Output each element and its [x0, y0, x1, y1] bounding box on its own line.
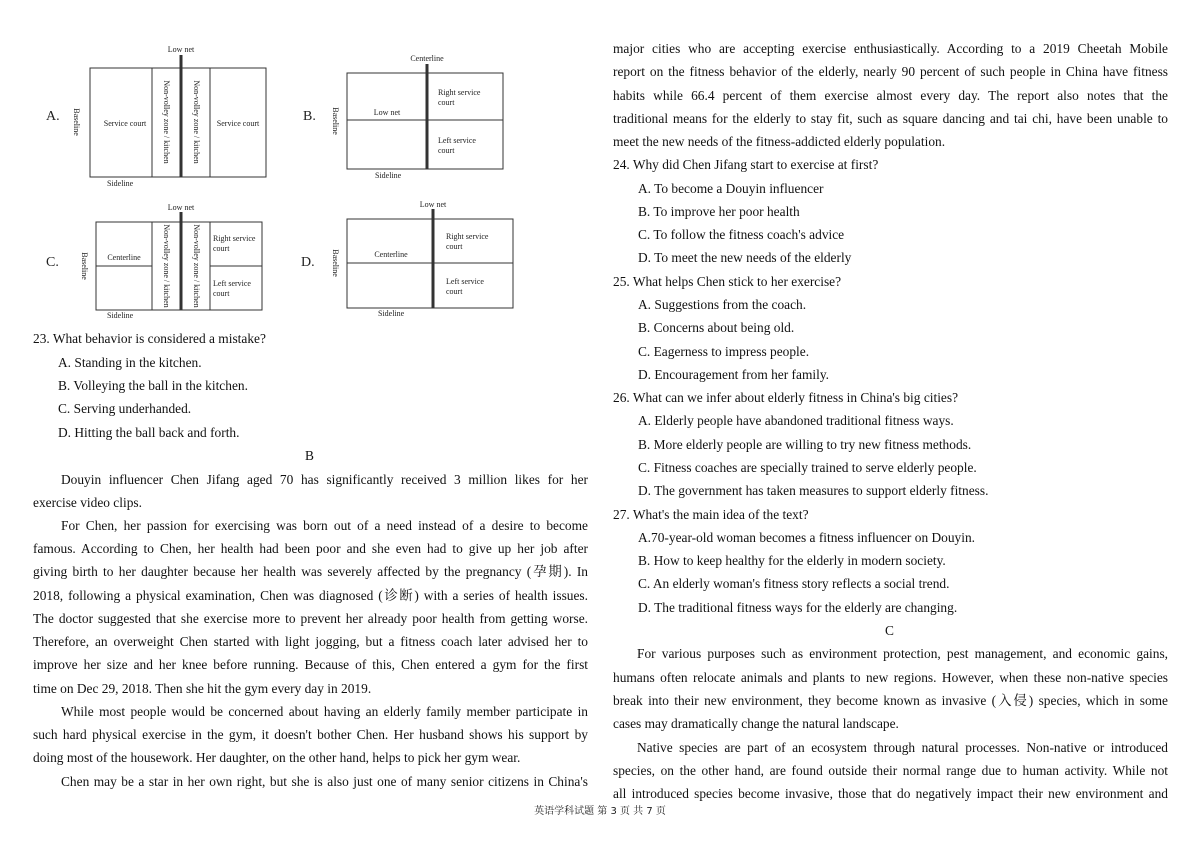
service-court-label: court [213, 244, 230, 253]
option-23-c: C. Serving underhanded. [58, 401, 192, 416]
centerline-label: Centerline [107, 253, 141, 262]
paragraph-line: time on Dec 29, 2018. Then she hit the gym every day in 2019. [33, 681, 372, 696]
paragraph-line: break into their new environment, they become known as invasive (入侵) species, which in some [613, 693, 1168, 708]
question-25: 25. What helps Chen stick to her exercise? [613, 274, 842, 289]
service-court-label: Right service [213, 234, 256, 243]
option-23-d: D. Hitting the ball back and forth. [58, 425, 240, 440]
kitchen-label: Non-volley zone / kitchen [162, 224, 171, 308]
baseline-label: Baseline [331, 249, 340, 277]
centerline-label: Centerline [374, 250, 408, 259]
option-26-b: B. More elderly people are willing to try new fitness methods. [638, 437, 972, 452]
service-court-label: Service court [216, 119, 260, 128]
sideline-label: Sideline [378, 309, 405, 318]
paragraph-line: doing most of the housework. Her daughter, on the other hand, helps to pick her gym wear. [33, 750, 521, 765]
section-heading-c: C [885, 623, 894, 638]
paragraph-line: Therefore, an overweight Chen started with light jogging, but a fitness coach later advised her to [33, 634, 588, 649]
page-footer: 英语学科试题 第 3 页 共 7 页 [534, 806, 666, 817]
diagram-letter-c: C. [46, 255, 59, 270]
service-court-label: Right service [446, 232, 489, 241]
question-26: 26. What can we infer about elderly fitness in China's big cities? [613, 390, 959, 405]
service-court-label: court [438, 146, 455, 155]
option-25-d: D. Encouragement from her family. [638, 367, 829, 382]
question-24: 24. Why did Chen Jifang start to exercise at first? [613, 157, 879, 172]
paragraph-line: habits while 66.4 percent of them exercise almost every day. The report also notes that the [613, 88, 1168, 103]
paragraph-line: The doctor suggested that she exercise more to prevent her already poor health from getting worse. [33, 611, 588, 626]
service-court-label: Left service [213, 279, 251, 288]
question-27: 27. What's the main idea of the text? [613, 507, 809, 522]
paragraph-line: humans often relocate animals and plants to new regions. However, when these non-native species [613, 670, 1168, 685]
paragraph-line: cases may dramatically change the natural landscape. [613, 716, 899, 731]
net-label: Low net [167, 45, 195, 54]
option-24-c: C. To follow the fitness coach's advice [638, 227, 845, 242]
diagram-letter-a: A. [46, 109, 60, 124]
option-24-a: A. To become a Douyin influencer [638, 181, 824, 196]
paragraph-line: For various purposes such as environment protection, pest management, and economic gains, [637, 646, 1168, 661]
service-court-label: Service court [103, 119, 147, 128]
paragraph-line: species, on the other hand, are found outside their normal range due to human activity. While not [613, 763, 1168, 778]
option-24-d: D. To meet the new needs of the elderly [638, 250, 852, 265]
net-label: Low net [373, 108, 401, 117]
question-23: 23. What behavior is considered a mistake? [33, 331, 266, 346]
section-heading-b: B [305, 448, 314, 463]
paragraph-line: giving birth to her daughter because her health was severely affected by the pregnancy (孕期). In [33, 564, 588, 579]
paragraph-line: traditional means for the elderly to stay fit, such as square dancing and tai chi, have been unable to [613, 111, 1168, 126]
service-court-label: court [438, 98, 455, 107]
option-23-a: A. Standing in the kitchen. [58, 355, 202, 370]
paragraph-line: 2018, following a physical examination, Chen was diagnosed (诊断) with a series of health issues. [33, 588, 588, 603]
baseline-label: Baseline [72, 108, 81, 136]
option-26-a: A. Elderly people have abandoned traditional fitness ways. [638, 413, 954, 428]
service-court-label: court [446, 287, 463, 296]
centerline-label: Centerline [410, 54, 444, 63]
paragraph-line: all introduced species become invasive, those that do negatively impact their new environment and [613, 786, 1168, 801]
option-27-a: A.70-year-old woman becomes a fitness influencer on Douyin. [638, 530, 976, 545]
kitchen-label: Non-volley zone / kitchen [192, 224, 201, 308]
paragraph-line: Douyin influencer Chen Jifang aged 70 has significantly received 3 million likes for her [61, 472, 588, 487]
paragraph-line: For Chen, her passion for exercising was born out of a need instead of a desire to become [61, 518, 588, 533]
option-24-b: B. To improve her poor health [638, 204, 800, 219]
paragraph-line: improve her size and her knee before running. Because of this, Chen entered a gym for the first [33, 657, 588, 672]
sideline-label: Sideline [107, 311, 134, 320]
net-label: Low net [167, 203, 195, 212]
option-25-b: B. Concerns about being old. [638, 320, 795, 335]
paragraph-line: report on the fitness behavior of the elderly, nearly 90 percent of such people in China have fitness [613, 64, 1168, 79]
option-26-c: C. Fitness coaches are specially trained to serve elderly people. [638, 460, 977, 475]
paragraph-line: Native species are part of an ecosystem through natural processes. Non-native or introduced [637, 740, 1168, 755]
service-court-label: Right service [438, 88, 481, 97]
sideline-label: Sideline [375, 171, 402, 180]
option-27-d: D. The traditional fitness ways for the elderly are changing. [638, 600, 958, 615]
option-27-c: C. An elderly woman's fitness story reflects a social trend. [638, 576, 950, 591]
service-court-label: court [446, 242, 463, 251]
kitchen-label: Non-volley zone / kitchen [192, 80, 201, 164]
service-court-label: court [213, 289, 230, 298]
paragraph-line: meet the new needs of the fitness-addicted elderly population. [613, 134, 946, 149]
court-diagrams [0, 0, 600, 330]
option-27-b: B. How to keep healthy for the elderly in modern society. [638, 553, 946, 568]
option-23-b: B. Volleying the ball in the kitchen. [58, 378, 248, 393]
option-25-a: A. Suggestions from the coach. [638, 297, 807, 312]
paragraph-line: such hard physical exercise in the gym, it doesn't bother Chen. Her husband shows his support by [33, 727, 588, 742]
paragraph-line: Chen may be a star in her own right, but she is also just one of many senior citizens in China's [61, 774, 588, 789]
paragraph-line: While most people would be concerned about having an elderly family member participate in [61, 704, 588, 719]
diagram-letter-d: D. [301, 255, 315, 270]
service-court-label: Left service [438, 136, 476, 145]
net-label: Low net [419, 200, 447, 209]
paragraph-line: major cities who are accepting exercise enthusiastically. According to a 2019 Cheetah Mobile [613, 41, 1168, 56]
paragraph-line: famous. According to Chen, her health had been poor and she even had to give up her job after [33, 541, 588, 556]
baseline-label: Baseline [331, 107, 340, 135]
paragraph-line: exercise video clips. [33, 495, 142, 510]
kitchen-label: Non-volley zone / kitchen [162, 80, 171, 164]
option-25-c: C. Eagerness to impress people. [638, 344, 810, 359]
service-court-label: Left service [446, 277, 484, 286]
option-26-d: D. The government has taken measures to support elderly fitness. [638, 483, 989, 498]
baseline-label: Baseline [80, 252, 89, 280]
diagram-letter-b: B. [303, 109, 316, 124]
sideline-label: Sideline [107, 179, 134, 188]
